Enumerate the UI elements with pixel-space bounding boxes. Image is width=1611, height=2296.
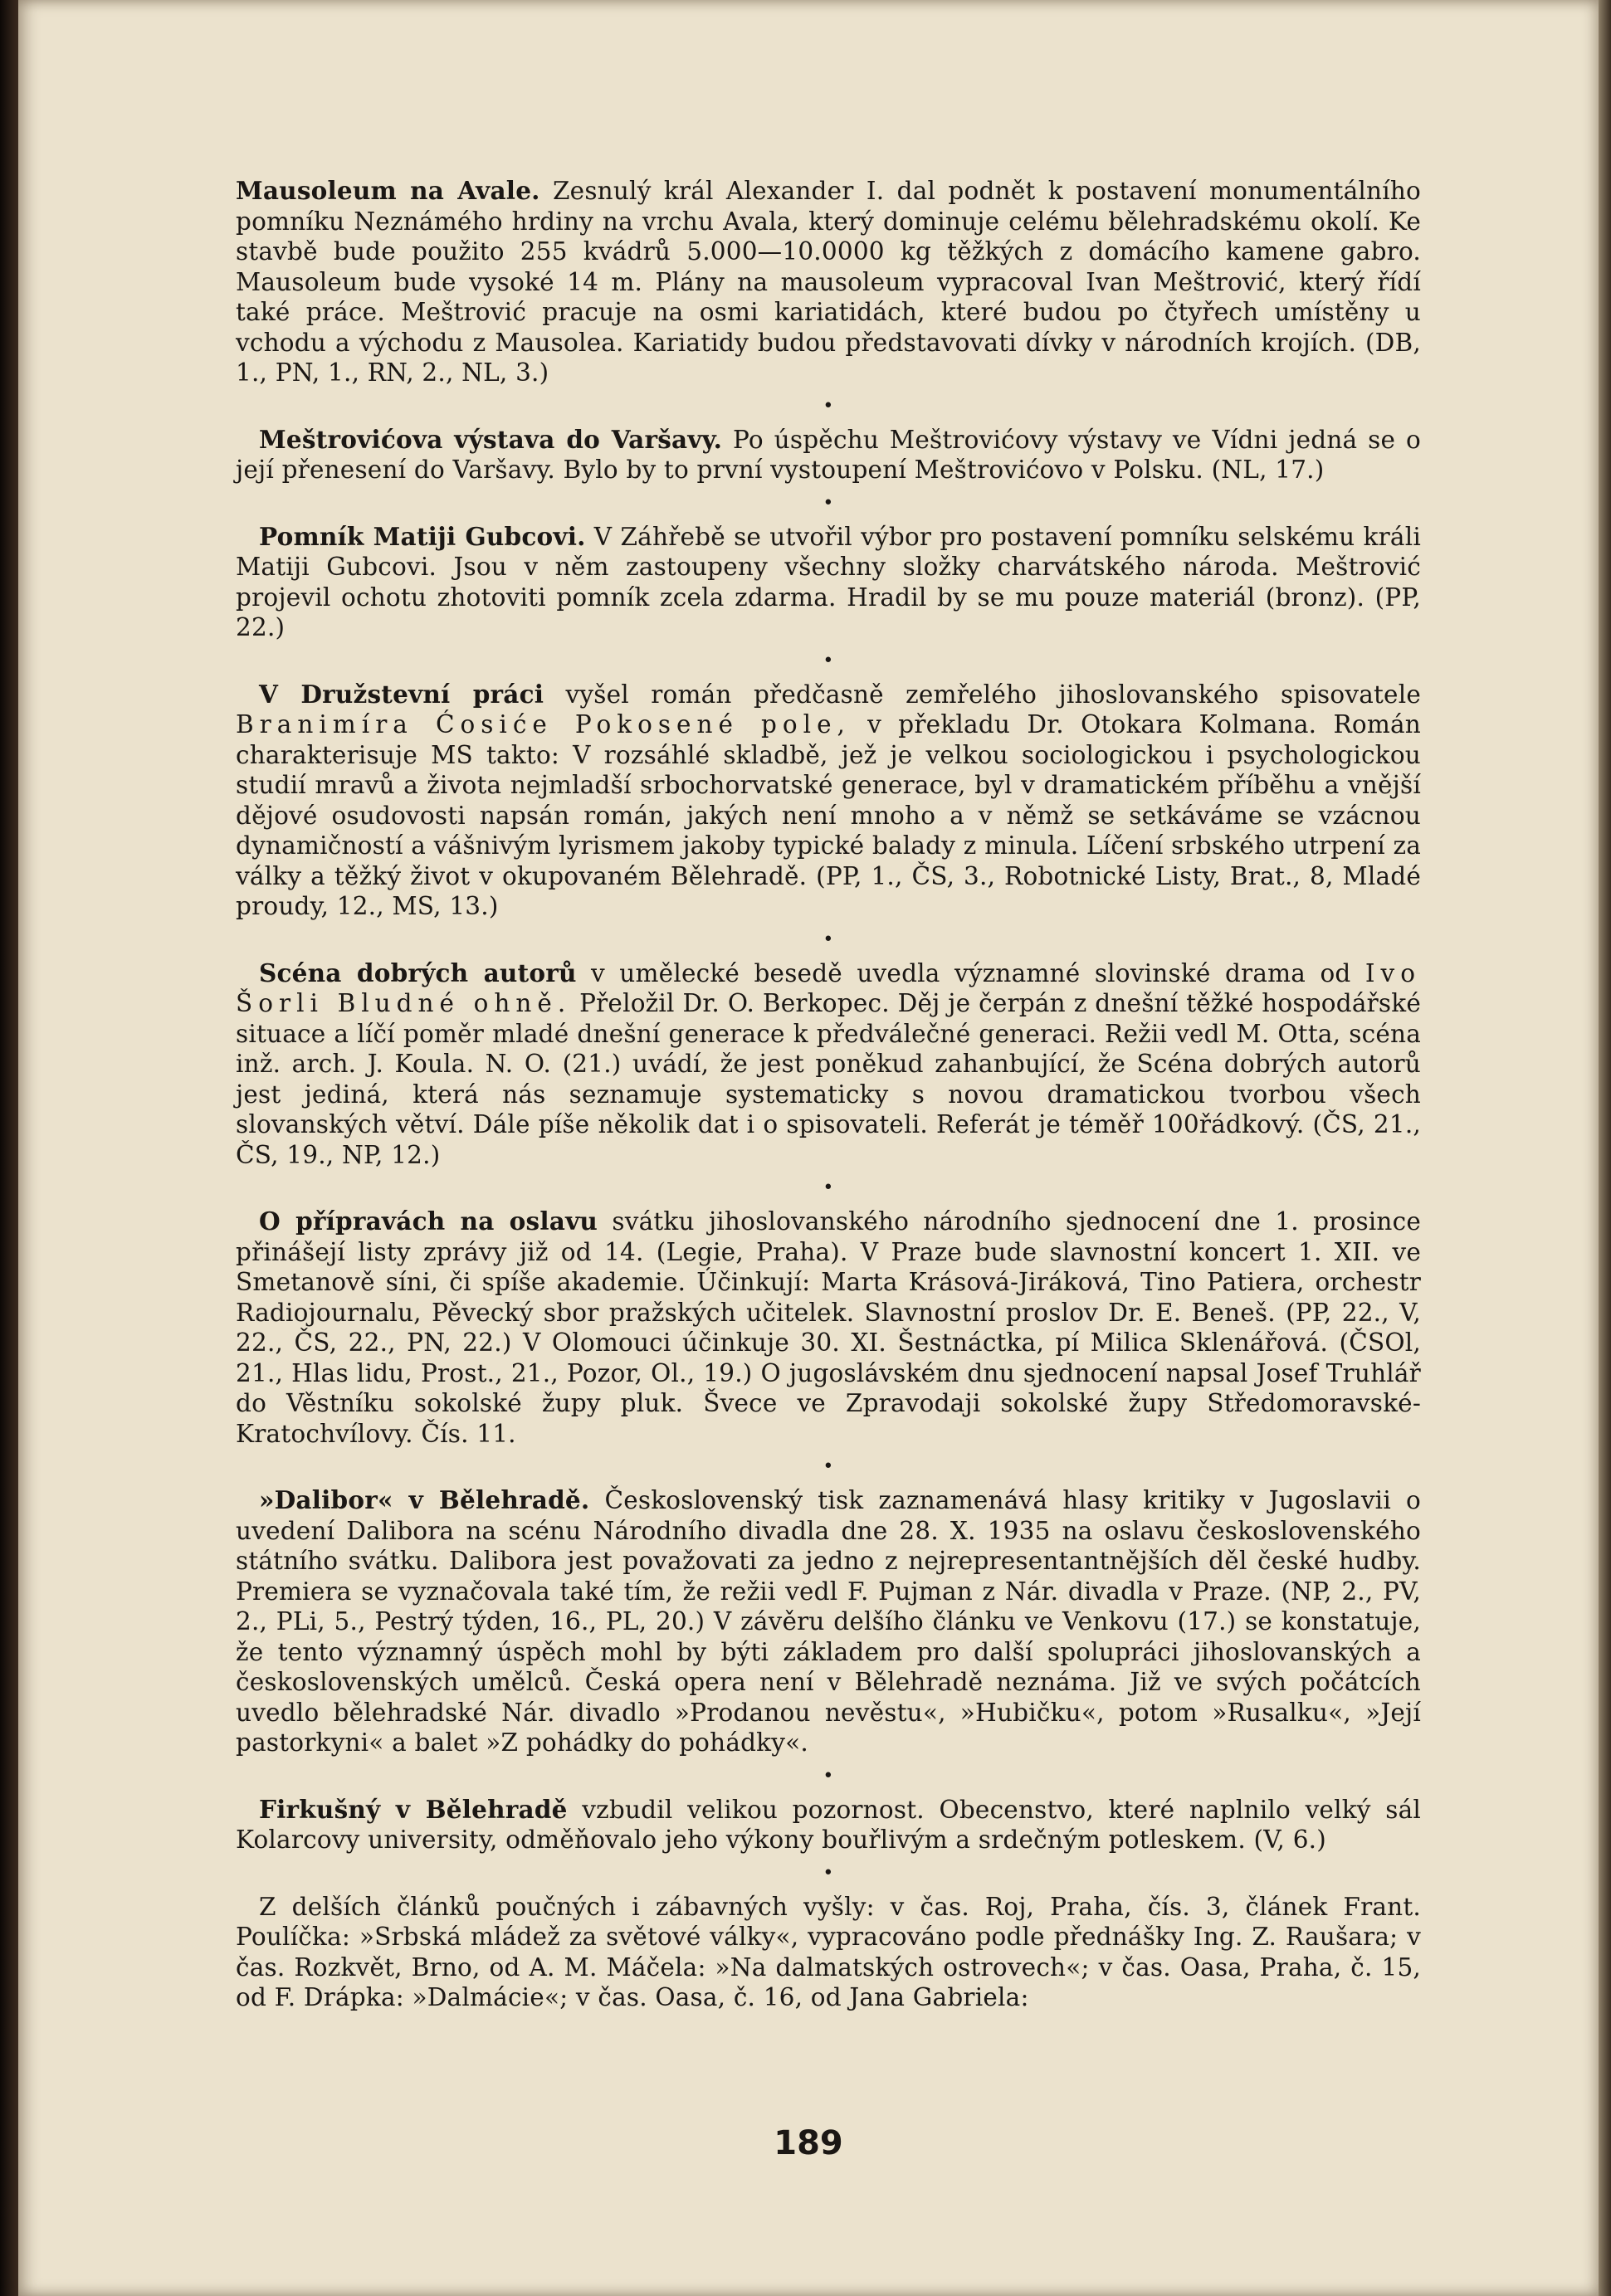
article-body: Československý tisk zaznamenává hlasy kritiky v Jugoslavii o uvedení Dalibora na scénu Národního divadla dne 28. X. 1935 na oslavu československého státního svátku. Dalibora jest považovati za jedno z nejrepresentantnějších děl české hudby. Premiera se vyznačovala také tím, že režii vedl F. Pujman z Nár. divadla v Praze. (NP, 2., PV, 2., PLi, 5., Pestrý týden, 16., PL, 20.) V závěru delšího článku ve Venkovu (17.) se konstatuje, že tento významný úspěch mohl by býti základem pro další spolupráci jihoslovanských a československých umělců. Česká opera není v Bělehradě neznáma. Již ve svých počátcích uvedlo bělehradské Nár. divadlo »Prodanou nevěstu«, »Hubičku«, potom »Rusalku«, »Její pastorkyni« a balet »Z pohádky do pohádky«. [236,1486,1421,1757]
article-oslava-pripravy [236,1206,1421,1449]
book-binding-edge [0,0,18,2296]
book-page [18,0,1599,2296]
article-mestrovic-exhibition [236,425,1421,485]
article-dalibor-belgrade [236,1485,1421,1758]
separator-star: • [823,650,834,671]
article-title: Pomník Matiji Gubcovi. [259,521,586,551]
article-body: Přeložil Dr. O. Berkopec. Děj je čerpán z dnešní těžké hospodářské situace a líčí poměr mladé dnešní generace k předválečné generaci. Režii vedl M. Otta, scéna inž. arch. J. Koula. N. O. (21.) uvádí, že jest poněkud zahanbující, že Scéna dobrých autorů jest jediná, která nás seznamuje systematicky s novou dramatickou tvorbou všech slovanských větví. Dále píše několik dat i o spisovateli. Referát je téměř 100řádkový. (ČS, 21., ČS, 19., NP, 12.) [236,989,1421,1169]
author-title-spaced: Ivo Šorli Bludné ohně. [236,958,1421,1017]
article-body: Zesnulý král Alexander I. dal podnět k postavení monumentálního pomníku Neznámého hrdiny na vrchu Avala, který dominuje celému bělehradskému okolí. Ke stavbě bude použito 255 kvádrů 5.000—10.0000 kg těžkých z domácího kamene gabro. Mausoleum bude vysoké 14 m. Plány na mausoleum vypracoval Ivan Meštrović, který řídí také práce. Meštrović pracuje na osmi kariatidách, které budou po čtyřech umístěny u vchodu a východu z Mausolea. Kariatidy budou představovati dívky v národních krojích. (DB, 1., PN, 1., RN, 2., NL, 3.) [236,177,1421,387]
page-content [236,176,1421,2013]
separator-star: • [823,1456,834,1477]
author-title-spaced: Branimíra Ćosiće Pokosené pole, [236,710,851,739]
article-body: Z delších článků poučných i zábavných vyšly: v čas. Roj, Praha, čís. 3, článek Frant. Poulíčka: »Srbská mládež za světové války«, vypracováno podle přednášky Ing. Z. Raušara; v čas. Rozkvět, Brno, od A. M. Máčela: »Na dalmatských ostrovech«; v čas. Oasa, Praha, č. 15, od F. Drápka: »Dalmácie«; v čas. Oasa, č. 16, od Jana Gabriela: [236,1892,1421,2011]
article-firkusny-belgrade [236,1795,1421,1855]
separator-star: • [823,929,834,950]
article-title: »Dalibor« v Bělehradě. [259,1485,590,1514]
separator-star: • [823,395,834,417]
article-mausoleum [236,176,1421,388]
article-scena-dobrych-autoru [236,958,1421,1171]
article-title: Firkušný v Bělehradě [259,1794,568,1824]
article-body: Po úspěchu Meštrovićovy výstavy ve Vídni jedná se o její přenesení do Varšavy. Bylo by to první vystoupení Meštrovićovo v Polsku. (NL, 17.) [236,425,1422,484]
page-number: 189 [774,2124,843,2162]
article-body: svátku jihoslovanského národního sjednocení dne 1. prosince přinášejí listy zprávy již od 14. (Legie, Praha). V Praze bude slavnostní koncert 1. XII. ve Smetanově síni, či spíše akademie. Účinkují: Marta Krásová-Jiráková, Tino Patiera, orchestr Radiojournalu, Pěvecký sbor pražských učitelek. Slavnostní proslov Dr. E. Beneš. (PP, 22., V, 22., ČS, 22., PN, 22.) V Olomouci účinkuje 30. XI. Šestnáctka, pí Milica Sklenářová. (ČSOl, 21., Hlas lidu, Prost., 21., Pozor, Ol., 19.) O jugoslávském dnu sjednocení napsal Josef Truhlář do Věstníku sokolské župy pluk. Švece ve Zpravodaji sokolské župy Středomoravské-Kratochvílovy. Čís. 11. [236,1207,1421,1448]
article-body-start: vyšel román předčasně zemřelého jihoslovanského spisovatele [565,680,1422,709]
article-longer-articles [236,1892,1421,2013]
article-title: V Družstevní práci [259,679,544,709]
article-title: Scéna dobrých autorů [259,958,577,987]
article-druzstevni-prace [236,680,1421,922]
article-body: vzbudil velikou pozornost. Obecenstvo, které naplnilo velký sál Kolarcovy university, odměňovalo jeho výkony bouřlivým a srdečným potleskem. (V, 6.) [236,1795,1422,1854]
article-body: v překladu Dr. Otokara Kolmana. Román charakterisuje MS takto: V rozsáhlé skladbě, jež je velkou sociologickou i psychologickou studií mravů a života nejmladší srbochorvatské generace, byl v dramatickém příběhu a vnější dějové osudovosti napsán román, jakých není mnoho a v němž se setkáváme se vzácnou dynamičností a vášnivým lyrismem jakoby typické balady z minula. Líčení srbského utrpení za války a těžký život v okupovaném Bělehradě. (PP, 1., ČS, 3., Robotnické Listy, Brat., 8, Mladé proudy, 12., MS, 13.) [236,710,1421,920]
article-title: Mausoleum na Avale. [236,176,540,205]
separator-star: • [823,1862,834,1884]
separator-star: • [823,492,834,514]
article-body-start: v umělecké besedě uvedla významné slovinské drama od [591,958,1351,987]
separator-star: • [823,1765,834,1787]
article-body: V Záhřebě se utvořil výbor pro postavení pomníku selskému králi Matiji Gubcovi. Jsou v něm zastoupeny všechny složky charvátského národa. Meštrović projevil ochotu zhotoviti pomník zcela zdarma. Hradil by se mu pouze materiál (bronz). (PP, 22.) [236,522,1421,641]
article-title: Meštrovićova výstava do Varšavy. [259,424,723,454]
article-gubec-monument [236,522,1421,643]
separator-star: • [823,1177,834,1198]
article-title: O přípravách na oslavu [259,1206,598,1236]
page-right-edge [1599,0,1611,2296]
